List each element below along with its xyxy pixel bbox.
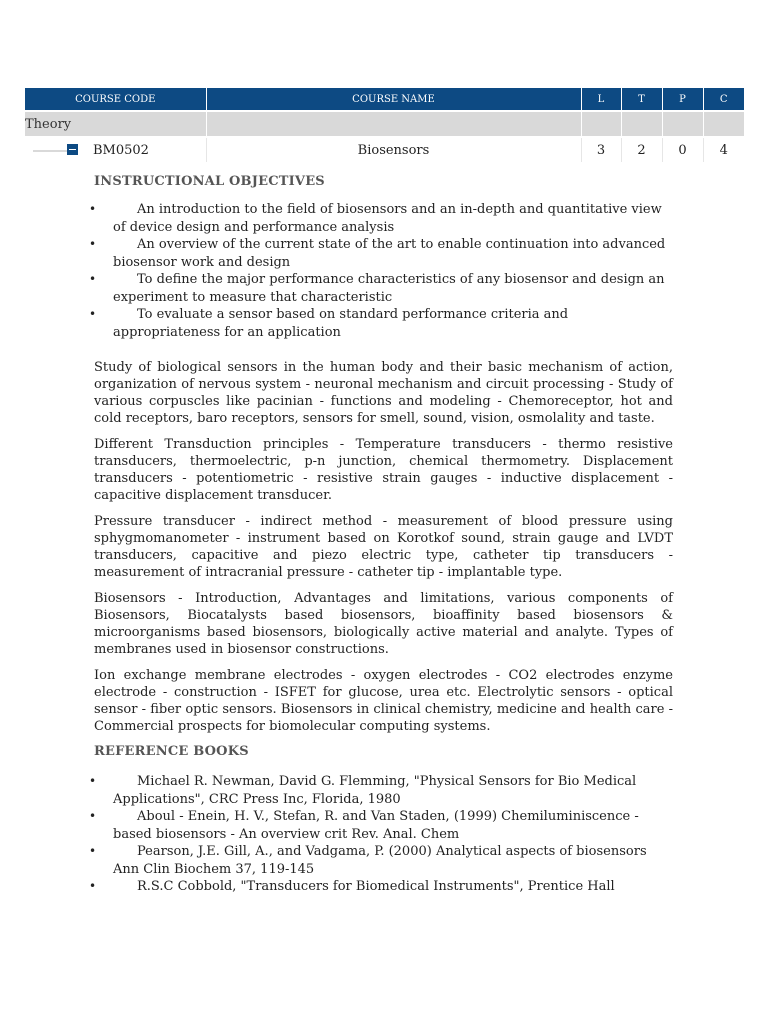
list-item	[91, 808, 673, 843]
tree-line	[33, 150, 67, 152]
empty-cell	[662, 111, 703, 137]
objectives-list	[91, 201, 673, 341]
header-p: P	[662, 88, 703, 111]
header-course-code: COURSE CODE	[25, 88, 206, 111]
course-code-cell	[25, 137, 206, 162]
syllabus-paragraph: Pressure transducer - indirect method - measurement of blood pressure using sphygmomanometer - instrument based on Korotkof sound, strain gauge and LVDT transducers, capacitive and piezo electric type, catheter tip transducers - measurement of intracranial pressure - catheter tip - implantable type.	[94, 514, 673, 580]
course-p: 0	[662, 137, 703, 162]
header-t: T	[621, 88, 662, 111]
course-l: 3	[581, 137, 621, 162]
objectives-title: INSTRUCTIONAL OBJECTIVES	[94, 174, 325, 189]
table-header-row	[25, 88, 744, 111]
course-t: 2	[621, 137, 662, 162]
theory-row	[25, 111, 744, 137]
list-item	[91, 236, 673, 271]
course-code: BM0502	[93, 142, 149, 158]
syllabus-content	[94, 174, 673, 896]
reference-text: Michael R. Newman, David G. Flemming, "Physical Sensors for Bio Medical Applications", CRC Press Inc, Florida, 1980	[113, 774, 637, 807]
syllabus-paragraph: Different Transduction principles - Temperature transducers - thermo resistive transducers, thermoelectric, p-n junction, chemical thermometry. Displacement transducers - potentiometric - resistive strain gauges - inductive displacement - capacitive displacement transducer.	[94, 437, 673, 503]
empty-cell	[581, 111, 621, 137]
objective-text: To evaluate a sensor based on standard performance criteria and appropriateness for an application	[113, 307, 569, 340]
empty-cell	[703, 111, 744, 137]
theory-label: Theory	[25, 111, 206, 137]
course-table	[25, 88, 744, 162]
reference-text: Aboul - Enein, H. V., Stefan, R. and Van Staden, (1999) Chemiluminiscence - based biosensors - An overview crit Rev. Anal. Chem	[113, 809, 639, 842]
references-title: REFERENCE BOOKS	[94, 744, 249, 759]
collapse-icon[interactable]	[67, 144, 78, 155]
header-course-name: COURSE NAME	[206, 88, 581, 111]
course-c: 4	[703, 137, 744, 162]
syllabus-paragraph: Ion exchange membrane electrodes - oxygen electrodes - CO2 electrodes enzyme electrode - construction - ISFET for glucose, urea etc. Electrolytic sensors - optical sensor - fiber optic sensors. Biosensors in clinical chemistry, medicine and health care - Commercial prospects for biomolecular computing systems.	[94, 668, 673, 734]
header-l: L	[581, 88, 621, 111]
syllabus-paragraph: Biosensors - Introduction, Advantages and limitations, various components of Biosensors, Biocatalysts based biosensors, bioaffinity based biosensors & microorganisms based biosensors, biologically active material and analyte. Types of membranes used in biosensor constructions.	[94, 591, 673, 657]
list-item	[91, 878, 673, 896]
header-c: C	[703, 88, 744, 111]
objective-text: To define the major performance characteristics of any biosensor and design an experiment to measure that characteristic	[113, 272, 665, 305]
list-item	[91, 201, 673, 236]
syllabus-paragraph: Study of biological sensors in the human body and their basic mechanism of action, organization of nervous system - neuronal mechanism and circuit processing - Study of various corpuscles like pacinian - functions and modeling - Chemoreceptor, hot and cold receptors, baro receptors, sensors for smell, sound, vision, osmolality and taste.	[94, 360, 673, 426]
empty-cell	[621, 111, 662, 137]
objective-text: An overview of the current state of the art to enable continuation into advanced biosensor work and design	[113, 237, 666, 270]
reference-text: R.S.C Cobbold, "Transducers for Biomedical Instruments", Prentice Hall	[137, 879, 615, 894]
course-row	[25, 137, 744, 162]
objective-text: An introduction to the field of biosensors and an in-depth and quantitative view of device design and performance analysis	[113, 202, 662, 235]
empty-cell	[206, 111, 581, 137]
list-item	[91, 306, 673, 341]
reference-text: Pearson, J.E. Gill, A., and Vadgama, P. (2000) Analytical aspects of biosensors Ann Clin Biochem 37, 119-145	[113, 844, 647, 877]
references-list	[91, 773, 673, 896]
list-item	[91, 843, 673, 878]
course-name: Biosensors	[206, 137, 581, 162]
list-item	[91, 271, 673, 306]
list-item	[91, 773, 673, 808]
